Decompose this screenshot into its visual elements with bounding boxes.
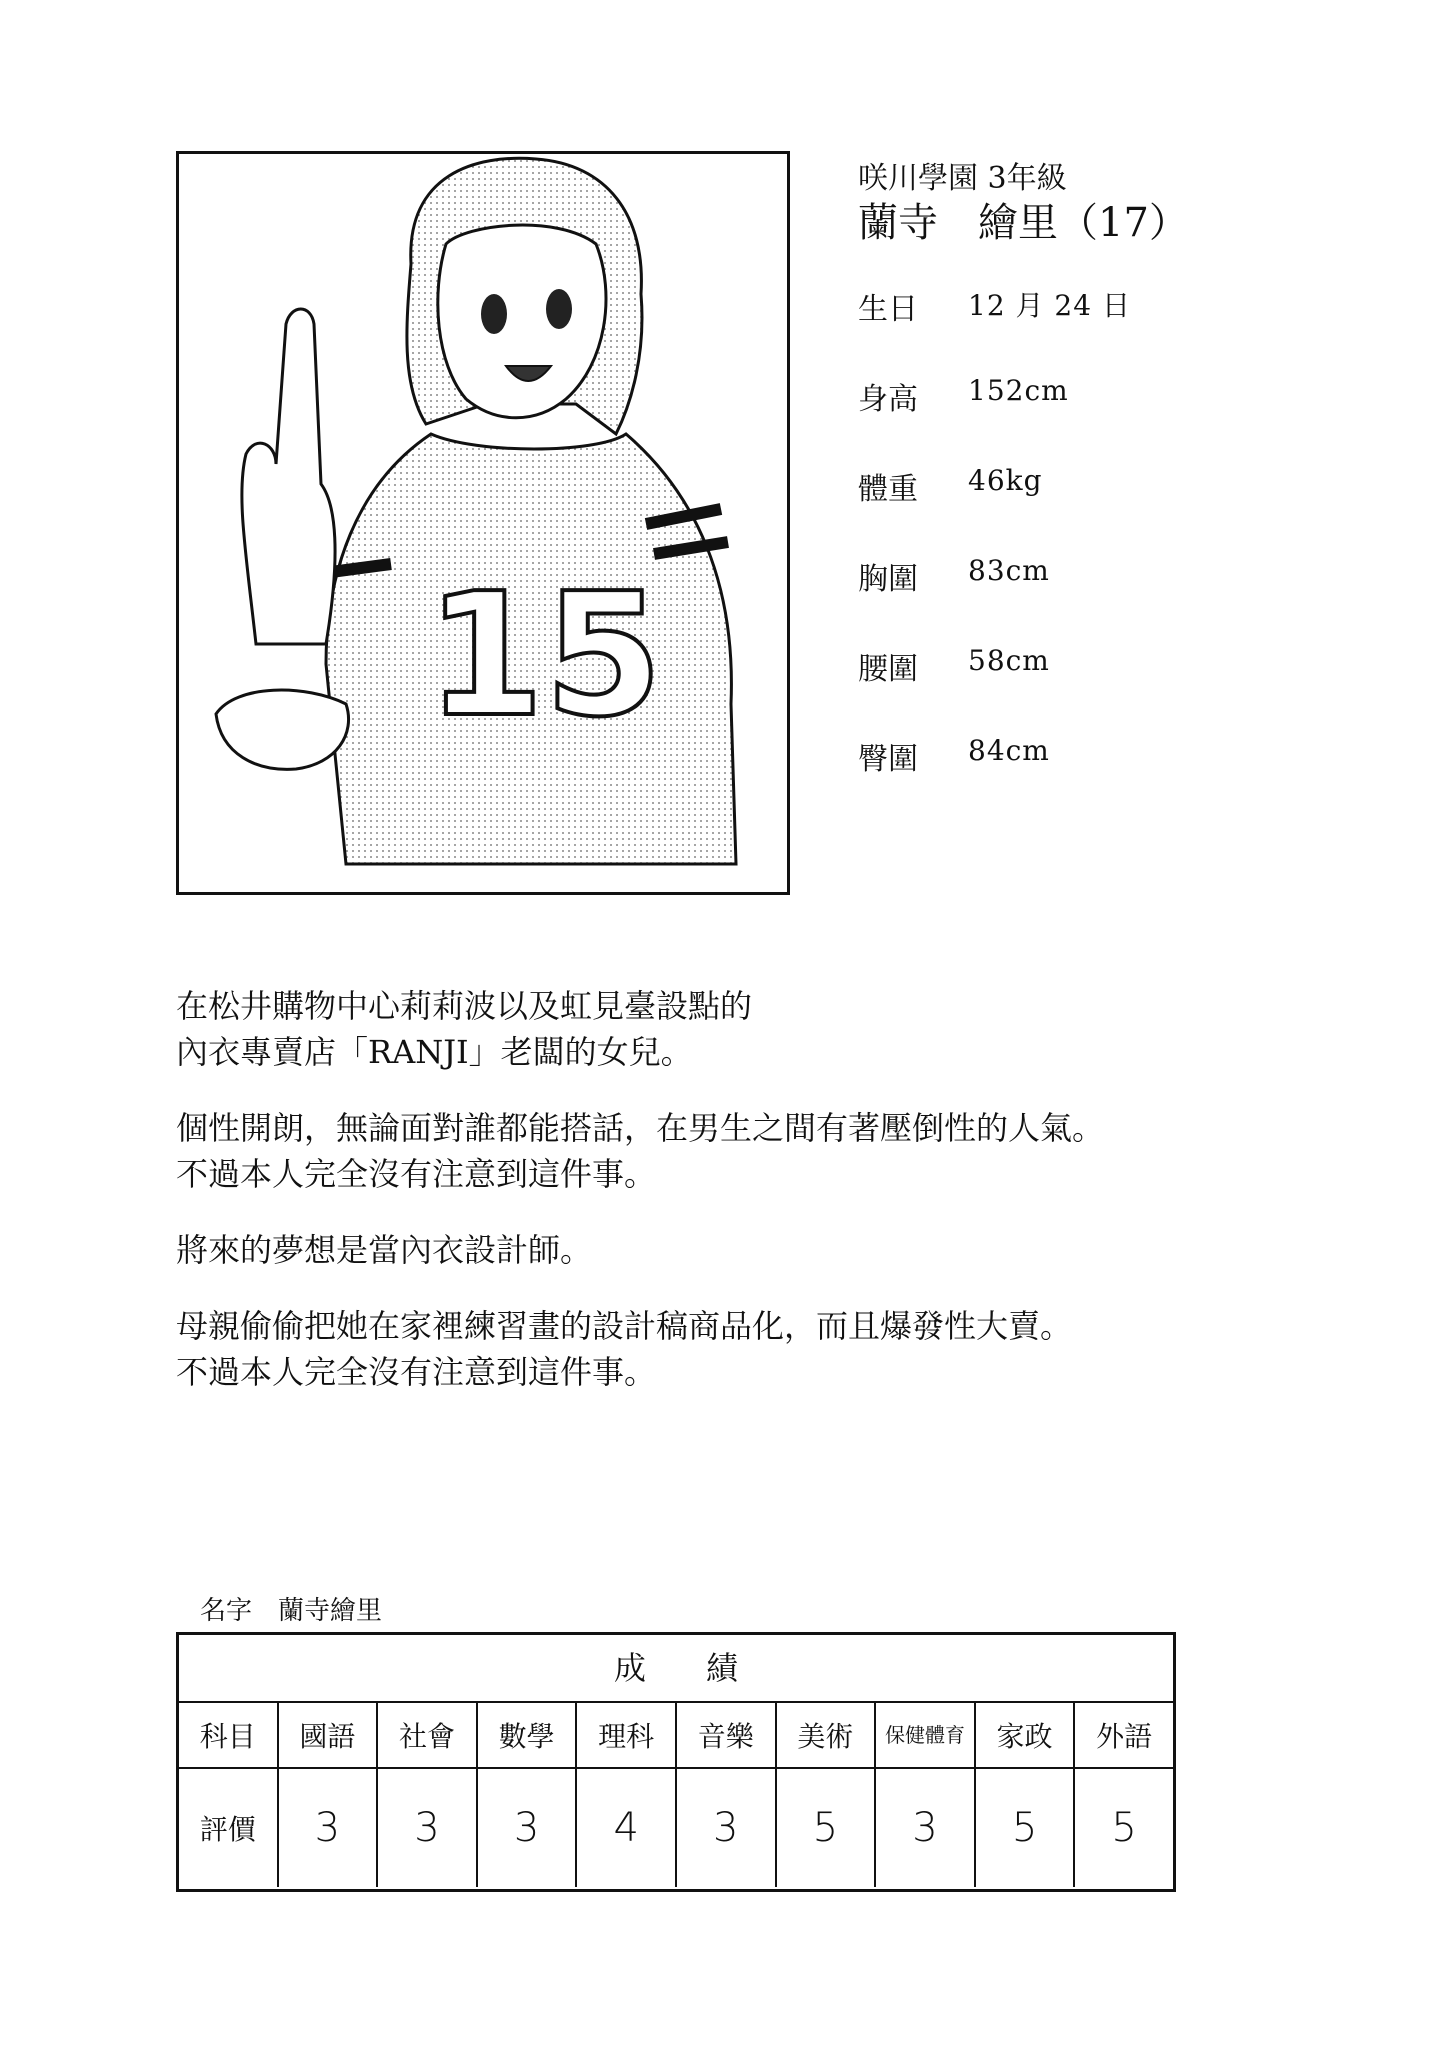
grade-header: 評價 (179, 1769, 279, 1887)
subject-cell-pe (876, 1703, 976, 1767)
stat-weight (858, 464, 1043, 508)
score-cell: 5 (976, 1769, 1076, 1887)
bio-paragraph (176, 983, 1296, 1075)
stat-value: 58cm (968, 644, 1050, 677)
subject-cell: 美術 (777, 1703, 877, 1767)
bio-line: 不過本人完全沒有注意到這件事。 (176, 1155, 657, 1193)
subject-cell: 社會 (378, 1703, 478, 1767)
stat-value: 84cm (968, 734, 1050, 767)
score-cell: 3 (876, 1769, 976, 1887)
score-cell: 5 (1111, 1805, 1137, 1851)
bio-line: 母親偷偷把她在家裡練習畫的設計稿商品化，而且爆發性大賣。 (176, 1307, 1073, 1345)
stat-label: 身高 (858, 382, 918, 417)
stat-label: 體重 (858, 472, 918, 507)
subject-header: 科目 (179, 1703, 279, 1767)
score-cell: 5 (777, 1769, 877, 1887)
bio-line: 個性開朗，無論面對誰都能搭話，在男生之間有著壓倒性的人氣。 (176, 1109, 1105, 1147)
subject-cell: 理科 (577, 1703, 677, 1767)
subject-cell: 國語 (279, 1703, 379, 1767)
left-eye (481, 294, 507, 334)
stat-label: 腰圍 (858, 652, 918, 687)
stat-label: 胸圍 (858, 562, 918, 597)
report-card (176, 1632, 1176, 1892)
report-title: 成績 (179, 1635, 1173, 1703)
report-name-label: 名字 蘭寺繪里 (200, 1596, 383, 1626)
bio-paragraph (176, 1105, 1296, 1197)
character-name: 蘭寺 繪里（17） (858, 200, 1189, 246)
score-cell: 3 (478, 1769, 578, 1887)
subject-cell: 音樂 (677, 1703, 777, 1767)
bio-line: 將來的夢想是當內衣設計師。 (176, 1231, 593, 1269)
stat-value: 152cm (968, 374, 1069, 407)
score-cell: 4 (577, 1769, 677, 1887)
subject-cell: 數學 (478, 1703, 578, 1767)
score-cell: 3 (378, 1769, 478, 1887)
bio-line: 在松井購物中心莉莉波以及虹見臺設點的 (176, 987, 753, 1025)
shirt-number: 15 (426, 557, 663, 755)
character-bio (176, 983, 1296, 1425)
raised-hand (242, 309, 335, 644)
bio-paragraph (176, 1303, 1296, 1395)
right-eye (546, 289, 572, 329)
bio-paragraph (176, 1227, 1296, 1273)
stat-bust (858, 554, 1050, 598)
portrait-frame (176, 151, 790, 895)
profile-panel (858, 160, 1378, 777)
lower-hand (216, 690, 349, 769)
stat-waist (858, 644, 1050, 688)
subject-cell: 家政 (976, 1703, 1076, 1767)
stat-value: 46kg (968, 464, 1043, 497)
stat-hip (858, 734, 1050, 778)
score-cell: 3 (279, 1769, 379, 1887)
stat-birthday (858, 284, 1131, 328)
school-grade: 咲川學園 3年級 (858, 161, 1067, 196)
stat-value: 83cm (968, 554, 1050, 587)
character-illustration (176, 104, 796, 904)
subject-row (179, 1703, 1173, 1769)
bio-line: 不過本人完全沒有注意到這件事。 (176, 1353, 657, 1391)
subject-cell-line: 體育 (924, 1723, 965, 1747)
stat-height (858, 374, 1069, 418)
stat-label: 臀圍 (858, 742, 918, 777)
subject-cell-line: 保健 (884, 1723, 925, 1747)
score-row (179, 1769, 1173, 1887)
score-cell: 3 (677, 1769, 777, 1887)
subject-cell: 外語 (1096, 1720, 1153, 1753)
bio-line: 內衣專賣店「RANJI」老闆的女兒。 (176, 1033, 693, 1071)
stat-value: 12 月 24 日 (968, 289, 1131, 322)
stat-label: 生日 (858, 292, 918, 327)
